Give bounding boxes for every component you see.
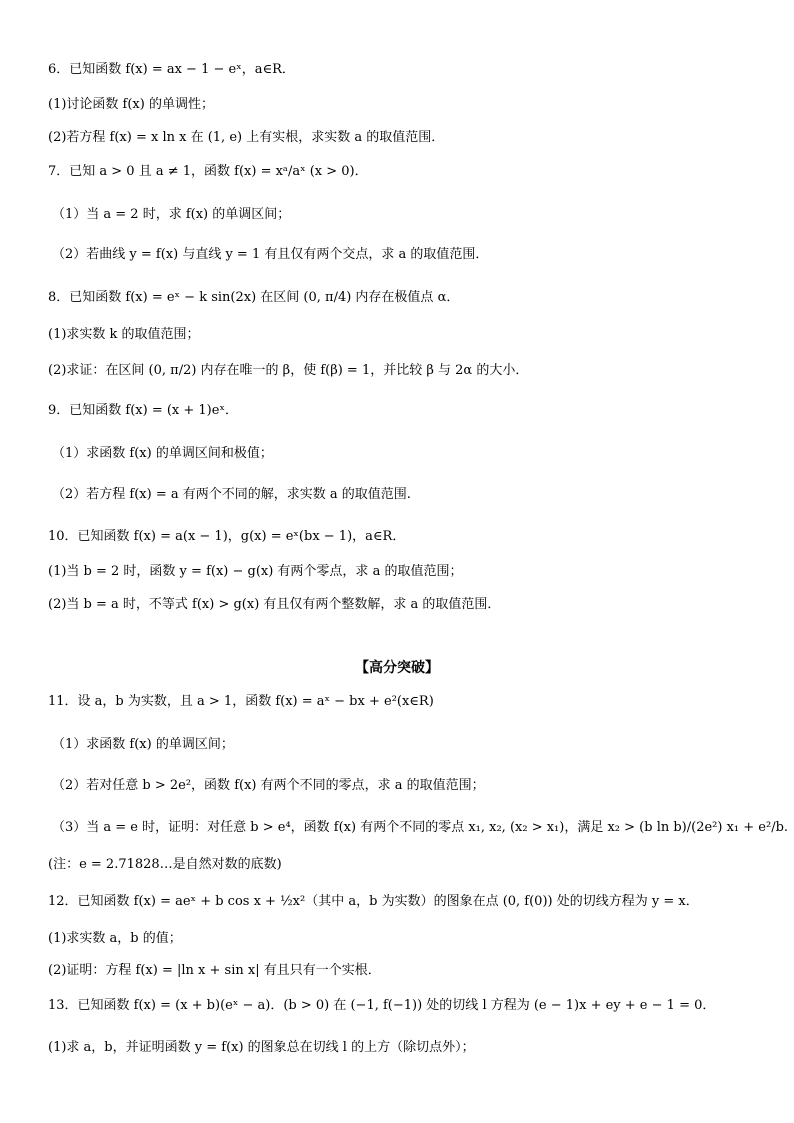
- problem-11-note: (注：e = 2.71828…是自然对数的底数): [48, 857, 282, 872]
- problem-7-part-2: （2）若曲线 y = f(x) 与直线 y = 1 有且仅有两个交点，求 a 的取值范围．: [52, 247, 489, 262]
- problem-8-part-2: (2)求证：在区间 (0, π/2) 内存在唯一的 β，使 f(β) = 1，并比较 β 与 2α 的大小．: [48, 363, 529, 378]
- problem-11-part-1: （1）求函数 f(x) 的单调区间；: [52, 737, 234, 752]
- problem-11-part-2: （2）若对任意 b > 2e²，函数 f(x) 有两个不同的零点，求 a 的取值范围；: [52, 778, 485, 793]
- problem-10-part-1: (1)当 b = 2 时，函数 y = f(x) − g(x) 有两个零点，求 a 的取值范围；: [48, 564, 463, 579]
- problem-13-part-1: (1)求 a，b，并证明函数 y = f(x) 的图象总在切线 l 的上方（除切点外）；: [48, 1040, 475, 1055]
- problem-11-stem: 11．设 a，b 为实数，且 a > 1，函数 f(x) = aˣ − bx + e²(x∈R): [48, 694, 434, 709]
- problem-12-stem: 12．已知函数 f(x) = aeˣ + b cos x + ½x²（其中 a，b 为实数）的图象在点 (0, f(0)) 处的切线方程为 y = x．: [48, 894, 699, 909]
- section-heading: 【高分突破】: [355, 660, 439, 676]
- problem-10-stem: 10．已知函数 f(x) = a(x − 1)，g(x) = eˣ(bx − 1)，a∈R．: [48, 529, 406, 544]
- problem-6-part-2: (2)若方程 f(x) = x ln x 在 (1, e) 上有实根，求实数 a 的取值范围．: [48, 130, 445, 145]
- problem-10-part-2: (2)当 b = a 时，不等式 f(x) > g(x) 有且仅有两个整数解，求 a 的取值范围．: [48, 597, 501, 612]
- problem-7-stem: 7．已知 a > 0 且 a ≠ 1，函数 f(x) = xᵃ/aˣ (x > 0)．: [48, 164, 368, 179]
- problem-8-part-1: (1)求实数 k 的取值范围；: [48, 327, 200, 342]
- problem-11-part-3: （3）当 a = e 时，证明：对任意 b > e⁴，函数 f(x) 有两个不同的零点 x₁, x₂, (x₂ > x₁)，满足 x₂ > (b ln b)/(2e²) x₁ + e²/b.: [52, 820, 789, 835]
- problem-9-part-2: （2）若方程 f(x) = a 有两个不同的解，求实数 a 的取值范围.: [52, 487, 411, 502]
- problem-9-part-1: （1）求函数 f(x) 的单调区间和极值；: [52, 446, 273, 461]
- problem-13-stem: 13．已知函数 f(x) = (x + b)(eˣ − a)．(b > 0) 在 (−1, f(−1)) 处的切线 l 方程为 (e − 1)x + ey + e − 1 = 0．: [48, 998, 716, 1013]
- problem-9-stem: 9．已知函数 f(x) = (x + 1)eˣ．: [48, 403, 238, 418]
- problem-7-part-1: （1）当 a = 2 时，求 f(x) 的单调区间；: [52, 207, 291, 222]
- problem-12-part-1: (1)求实数 a，b 的值；: [48, 931, 182, 946]
- problem-12-part-2: (2)证明：方程 f(x) = |ln x + sin x| 有且只有一个实根．: [48, 963, 381, 978]
- problem-8-stem: 8．已知函数 f(x) = eˣ − k sin(2x) 在区间 (0, π/4) 内存在极值点 α．: [48, 290, 460, 305]
- problem-6-stem: 6．已知函数 f(x) = ax − 1 − eˣ，a∈R．: [48, 62, 295, 77]
- problem-6-part-1: (1)讨论函数 f(x) 的单调性；: [48, 97, 214, 112]
